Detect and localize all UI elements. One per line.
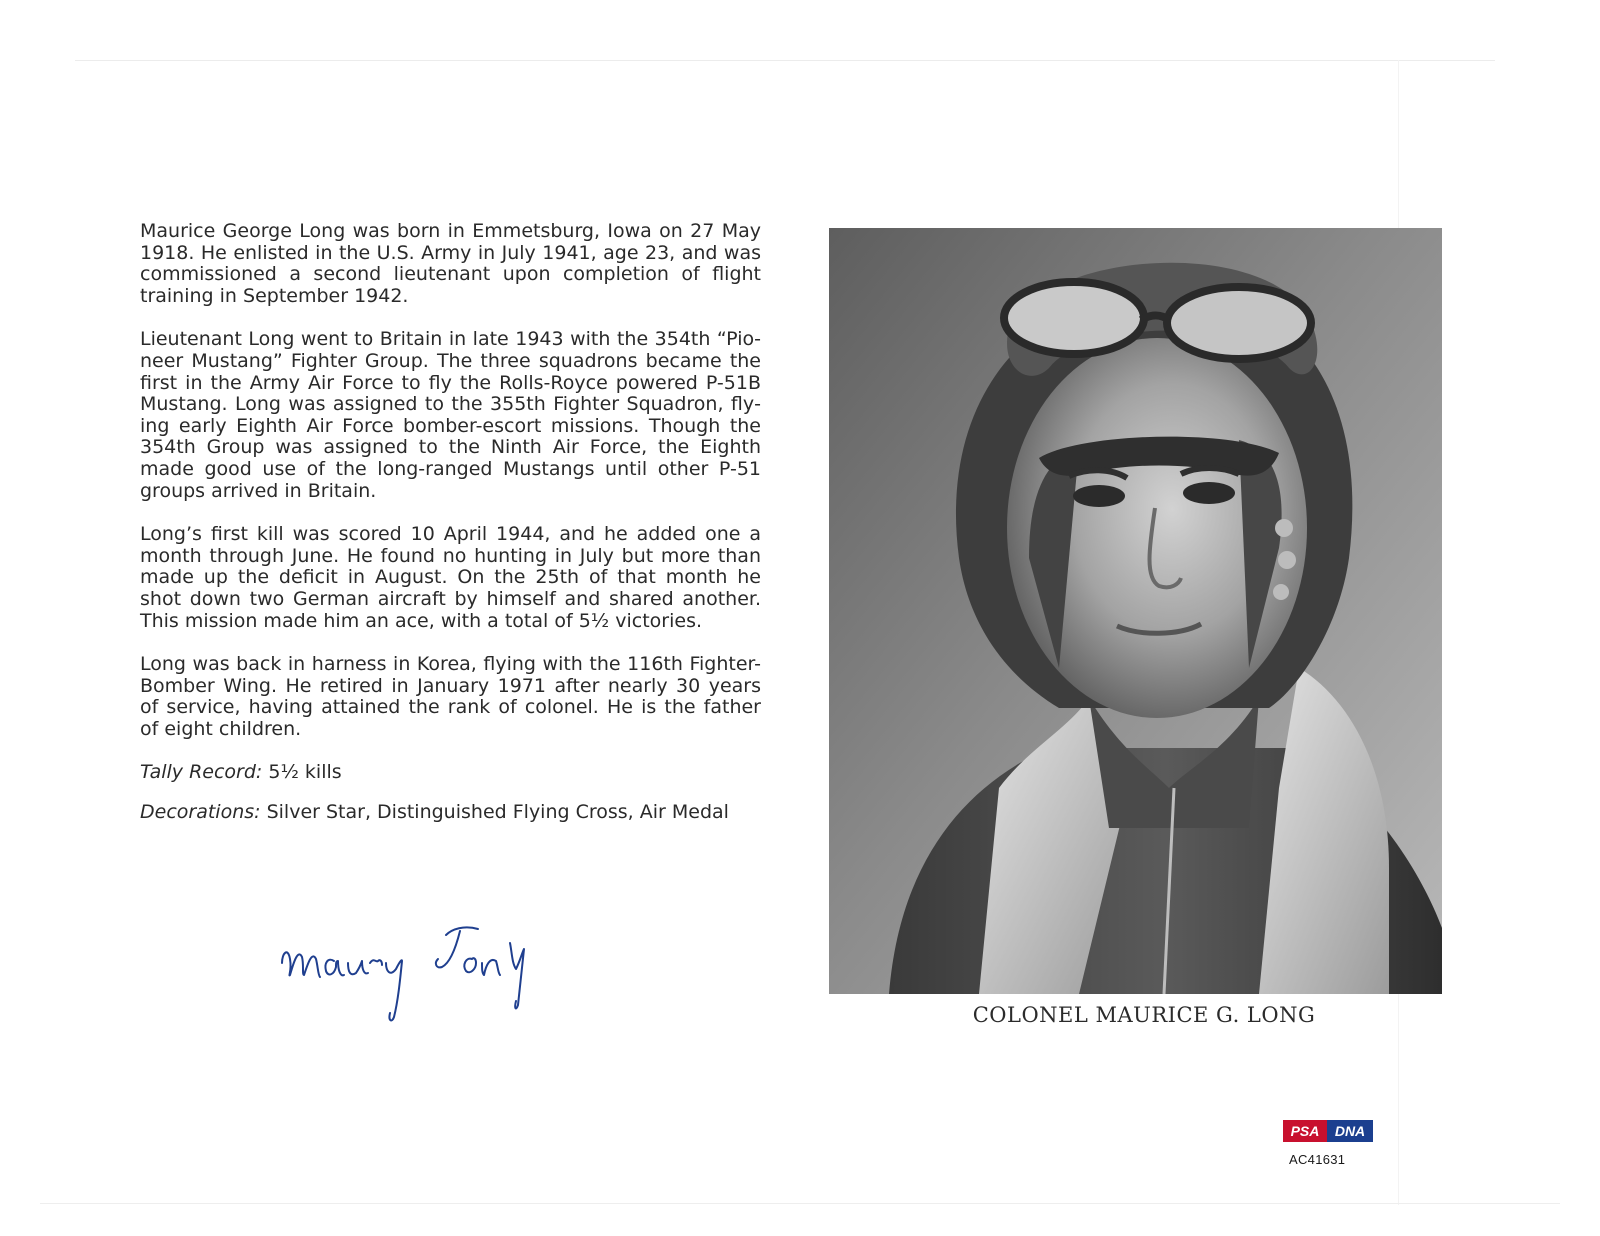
- bio-paragraph: Lieutenant Long went to Britain in late 1943 with the 354th “Pioneer Mustang” Fighter Group. The three squadrons became the first in the Army Air Force to fly the Rolls-Royce powered P-51B Mustang. Long was assigned to the 355th Fighter Squadron, flying early Eighth Air Force bomber-escort missions. Though the 354th Group was assigned to the Ninth Air Force, the Eighth made good use of the long-ranged Mustangs until other P-51 groups arrived in Britain.: [140, 328, 761, 502]
- bio-paragraph: Maurice George Long was born in Emmetsburg, Iowa on 27 May 1918. He enlisted in the U.S. Army in July 1941, age 23, and was commissioned a second lieutenant upon completion of flight training in September 1942.: [140, 220, 761, 307]
- handwritten-signature: [270, 905, 560, 1035]
- photo-caption: COLONEL MAURICE G. LONG: [972, 1003, 1316, 1027]
- bottom-rule: [40, 1203, 1560, 1204]
- svg-text:PSA: PSA: [1290, 1123, 1320, 1139]
- portrait-photo: [829, 228, 1442, 994]
- tally-value: 5½ kills: [268, 761, 342, 784]
- svg-text:DNA: DNA: [1334, 1123, 1366, 1139]
- biography: [140, 221, 761, 842]
- top-rule: [75, 60, 1495, 61]
- decorations-value: Silver Star, Distinguished Flying Cross, Air Medal: [266, 801, 729, 824]
- bio-paragraph: Long’s first kill was scored 10 April 1944, and he added one a month through June. He found no hunting in July but more than made up the deficit in August. On the 25th of that month he shot down two German aircraft by himself and shared another. This mission made him an ace, with a total of 5½ victories.: [140, 523, 761, 632]
- certificate-number: AC41631: [1289, 1152, 1346, 1167]
- tally-record: [140, 762, 761, 784]
- tally-label: Tally Record:: [140, 761, 263, 784]
- decorations: [140, 802, 761, 824]
- bio-paragraph: Long was back in harness in Korea, flying with the 116th Fighter-Bomber Wing. He retired in January 1971 after nearly 30 years of service, having attained the rank of colonel. He is the father of eight children.: [140, 653, 761, 740]
- decorations-label: Decorations:: [140, 801, 261, 824]
- psa-dna-logo: [1283, 1120, 1373, 1142]
